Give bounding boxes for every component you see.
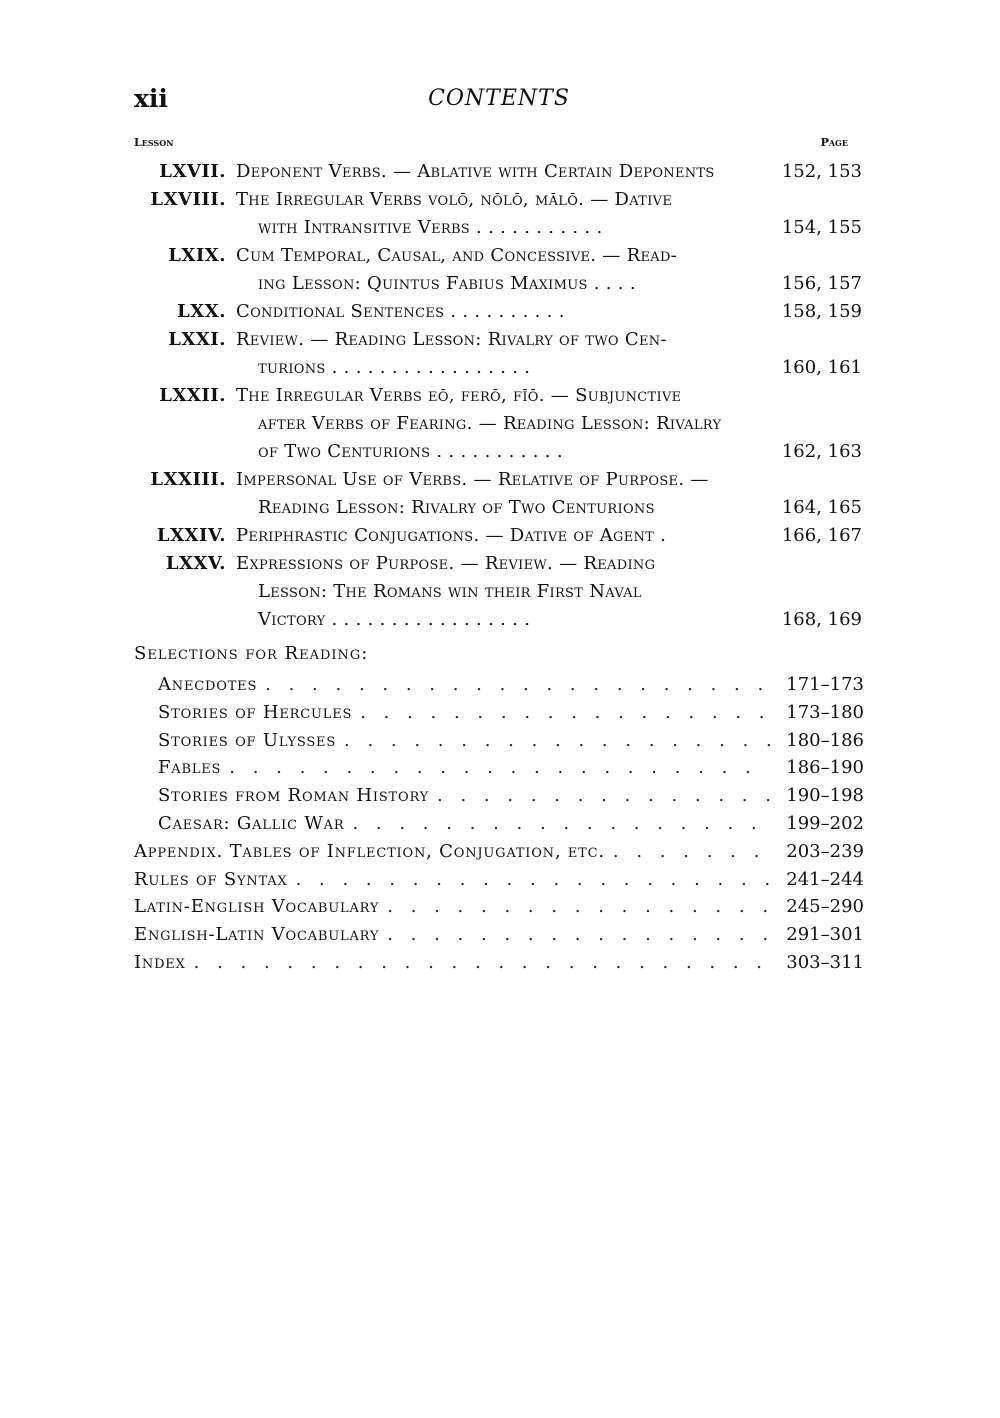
lesson-title: The Irregular Verbs volō, nōlō, mālō. — Dative [236, 189, 673, 210]
selection-pages: 171–173 [786, 674, 864, 695]
back-matter-pages: 245–290 [786, 896, 864, 918]
dot-leader [437, 782, 770, 810]
selection-title: Fables [158, 757, 222, 779]
lesson-entry [134, 186, 864, 242]
lesson-title: Periphrastic Conjugations. — Dative of Agent . [236, 525, 667, 546]
back-matter-entry [134, 949, 864, 977]
selection-pages: 199–202 [786, 812, 864, 834]
lesson-number: LXX. [177, 301, 226, 322]
page-column-header: Page [820, 136, 848, 149]
dot-leader [387, 921, 770, 949]
lesson-pages: 154, 155 [781, 217, 862, 238]
back-matter-entry [134, 921, 864, 949]
page-header [134, 84, 864, 120]
selection-title: Anecdotes [158, 674, 258, 695]
lesson-number: LXIX. [168, 245, 226, 266]
lesson-entry [134, 382, 864, 466]
back-matter-title: Index [134, 951, 186, 973]
lesson-title-continued: after Verbs of Fearing. — Reading Lesson: Rivalry [258, 413, 722, 434]
selection-title: Stories from Roman History [158, 785, 430, 807]
lesson-title: Review. — Reading Lesson: Rivalry of two Cen- [236, 329, 667, 350]
dot-leader [265, 671, 770, 699]
back-matter-entry [134, 893, 864, 921]
lesson-number: LXXII. [159, 385, 226, 406]
lesson-title-continued: Lesson: The Romans win their First Naval [258, 581, 642, 602]
lesson-pages: 168, 169 [781, 609, 862, 630]
lesson-title: Conditional Sentences . . . . . . . . . . [236, 301, 565, 322]
lesson-title: Deponent Verbs. — Ablative with Certain Deponents [236, 161, 715, 182]
back-matter-pages: 291–301 [786, 924, 864, 946]
selection-title: Stories of Ulysses [158, 729, 337, 751]
dot-leader [352, 810, 770, 838]
selection-pages: 173–180 [786, 701, 864, 723]
lesson-number: LXXI. [168, 329, 226, 350]
selection-entry [134, 782, 864, 810]
dot-leader [296, 866, 770, 894]
back-matter-entry [134, 838, 864, 866]
dot-leader [344, 727, 770, 755]
lesson-pages: 164, 165 [781, 497, 862, 518]
lesson-pages: 156, 157 [781, 273, 862, 294]
lesson-column-header: Lesson [134, 136, 174, 149]
lesson-pages: 160, 161 [781, 357, 862, 378]
selection-title: Caesar: Gallic War [158, 812, 345, 834]
lesson-title: The Irregular Verbs eō, ferō, fīō. — Subjunctive [236, 385, 682, 406]
back-matter-entry [134, 866, 864, 894]
lesson-number: LXXIII. [150, 469, 226, 490]
lesson-number: LXVII. [159, 161, 226, 182]
lesson-title-continued: with Intransitive Verbs . . . . . . . . . . . [258, 217, 603, 238]
back-matter-title: English-Latin Vocabulary [134, 924, 380, 946]
back-matter-pages: 203–239 [786, 840, 864, 862]
lesson-title: Cum Temporal, Causal, and Concessive. — Read- [236, 245, 678, 266]
lesson-entry [134, 158, 864, 186]
lesson-title: Expressions of Purpose. — Review. — Reading [236, 553, 656, 574]
selection-pages: 186–190 [786, 757, 864, 779]
selection-entry [134, 699, 864, 727]
lesson-entry [134, 326, 864, 382]
selection-pages: 180–186 [786, 729, 864, 751]
back-matter-title: Rules of Syntax [134, 868, 288, 890]
lesson-title-continued: turions . . . . . . . . . . . . . . . . . [258, 357, 531, 378]
selection-pages: 190–198 [786, 785, 864, 807]
lesson-title-continued: ing Lesson: Quintus Fabius Maximus . . . . [258, 273, 636, 294]
lesson-entry [134, 550, 864, 634]
lesson-title-continued: of Two Centurions . . . . . . . . . . . [258, 441, 563, 462]
lesson-pages: 166, 167 [781, 525, 862, 546]
dot-leader [194, 949, 770, 977]
selection-entry [134, 671, 864, 699]
selection-title: Stories of Hercules [158, 701, 353, 723]
selection-entry [134, 727, 864, 755]
column-headers [134, 136, 864, 152]
lesson-entry [134, 466, 864, 522]
lesson-title-continued: Victory . . . . . . . . . . . . . . . . . [258, 609, 531, 630]
dot-leader [360, 699, 770, 727]
lesson-number: LXXV. [165, 553, 226, 574]
lesson-pages: 162, 163 [781, 441, 862, 462]
lesson-pages: 158, 159 [781, 301, 862, 322]
lesson-entry [134, 522, 864, 550]
dot-leader [229, 754, 770, 782]
lesson-entry [134, 242, 864, 298]
page-title: CONTENTS [428, 86, 570, 111]
back-matter-pages: 241–244 [786, 868, 864, 890]
lesson-pages: 152, 153 [781, 161, 862, 182]
back-matter-title: Appendix. Tables of Inflection, Conjugation, etc. [134, 840, 605, 862]
lesson-title-continued: Reading Lesson: Rivalry of Two Centurions [258, 497, 655, 518]
back-matter-pages: 303–311 [786, 951, 864, 973]
selection-entry [134, 810, 864, 838]
lesson-title: Impersonal Use of Verbs. — Relative of Purpose. — [236, 469, 709, 490]
lesson-list [134, 158, 864, 634]
selections-list [134, 671, 864, 977]
dot-leader [387, 893, 770, 921]
lesson-entry [134, 298, 864, 326]
lesson-number: LXVIII. [150, 189, 226, 210]
dot-leader [613, 838, 770, 866]
page-number: xii [134, 84, 168, 113]
selections-heading: Selections for Reading: [134, 643, 369, 664]
lesson-number: LXXIV. [156, 525, 226, 546]
back-matter-title: Latin-English Vocabulary [134, 896, 380, 918]
selection-entry [134, 754, 864, 782]
